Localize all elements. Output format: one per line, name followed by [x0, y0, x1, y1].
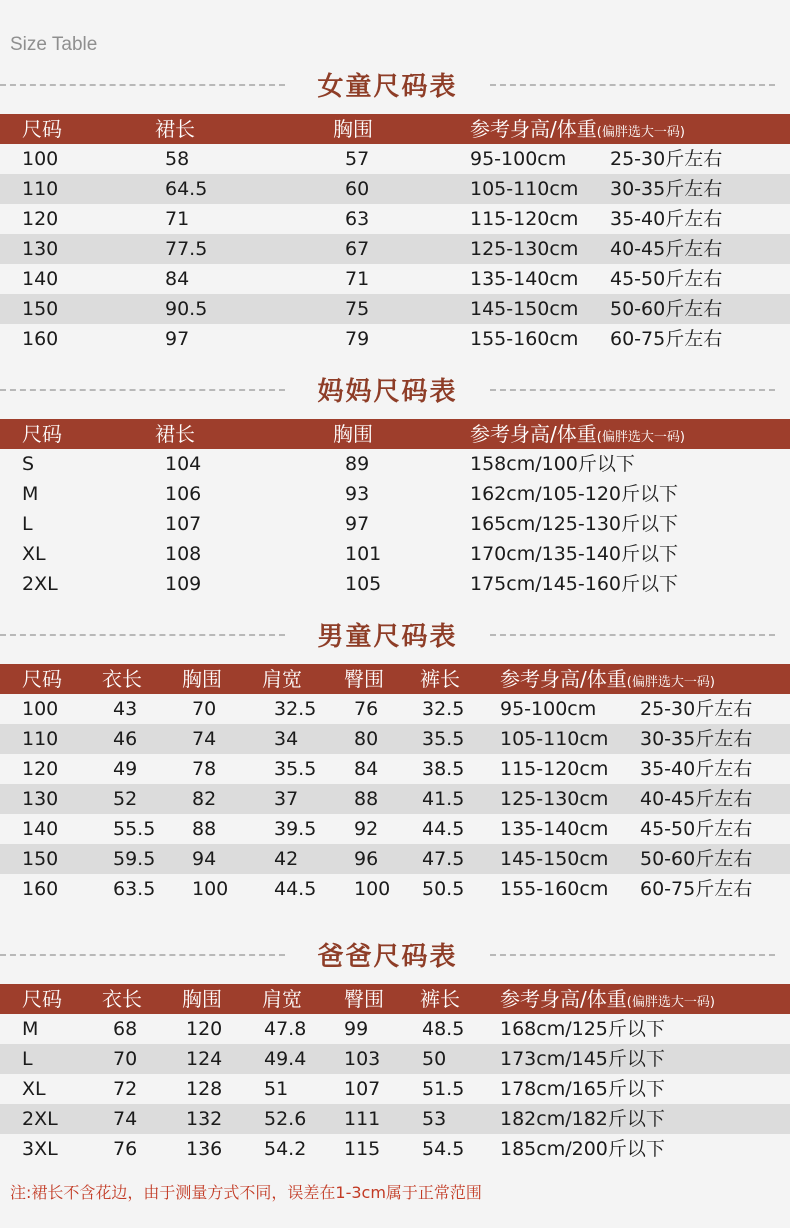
cell-height: 135-140cm	[470, 268, 579, 290]
cell-weight: 50-60斤左右	[640, 848, 753, 870]
cell-chest: 105	[345, 573, 382, 595]
header-chest: 胸围	[333, 117, 373, 141]
cell-size: 160	[22, 328, 59, 350]
table-header	[0, 419, 790, 449]
section-title: 妈妈尺码表	[317, 377, 458, 407]
cell-size: L	[22, 1048, 33, 1070]
cell-size: S	[22, 453, 35, 475]
table-header	[0, 114, 790, 144]
header-shoulder: 肩宽	[262, 987, 302, 1011]
cell-chest: 97	[345, 513, 370, 535]
cell-weight: 30-35斤左右	[610, 178, 723, 200]
cell-top-length: 43	[113, 698, 138, 720]
header-chest: 胸围	[333, 422, 373, 446]
cell-size: 150	[22, 298, 59, 320]
cell-reference: 165cm/125-130斤以下	[470, 513, 679, 535]
cell-hip: 96	[354, 848, 379, 870]
cell-chest: 71	[345, 268, 370, 290]
cell-chest: 82	[192, 788, 217, 810]
dashed-divider-left	[0, 389, 285, 391]
section-title: 爸爸尺码表	[317, 942, 458, 972]
cell-weight: 60-75斤左右	[610, 328, 723, 350]
header-size: 尺码	[22, 987, 62, 1011]
cell-chest: 70	[192, 698, 217, 720]
cell-chest: 89	[345, 453, 370, 475]
cell-skirt-length: 108	[165, 543, 202, 565]
cell-size: 130	[22, 238, 59, 260]
cell-height: 115-120cm	[470, 208, 579, 230]
cell-chest: 88	[192, 818, 217, 840]
cell-pants-length: 53	[422, 1108, 447, 1130]
cell-skirt-length: 109	[165, 573, 202, 595]
table-row	[0, 1074, 790, 1104]
cell-weight: 30-35斤左右	[640, 728, 753, 750]
cell-shoulder: 42	[274, 848, 299, 870]
header-skirt-length: 裙长	[155, 117, 195, 141]
cell-size: 2XL	[22, 1108, 58, 1130]
dashed-divider-left	[0, 954, 285, 956]
table-row	[0, 479, 790, 509]
cell-size: 110	[22, 728, 59, 750]
table-row	[0, 874, 790, 904]
table-row	[0, 234, 790, 264]
cell-pants-length: 50.5	[422, 878, 465, 900]
cell-top-length: 63.5	[113, 878, 156, 900]
cell-chest: 93	[345, 483, 370, 505]
header-pants-length: 裤长	[420, 667, 460, 691]
cell-size: 120	[22, 208, 59, 230]
cell-hip: 111	[344, 1108, 381, 1130]
cell-chest: 136	[186, 1138, 223, 1160]
cell-size: 160	[22, 878, 59, 900]
section-title-row	[0, 367, 790, 413]
cell-height: 145-150cm	[470, 298, 579, 320]
cell-chest: 57	[345, 148, 370, 170]
header-chest: 胸围	[182, 987, 222, 1011]
cell-size: 130	[22, 788, 59, 810]
cell-shoulder: 52.6	[264, 1108, 307, 1130]
cell-pants-length: 32.5	[422, 698, 465, 720]
header-reference: 参考身高/体重(偏胖选大一码)	[500, 987, 715, 1011]
cell-hip: 88	[354, 788, 379, 810]
table-row	[0, 1104, 790, 1134]
dad-size-section	[0, 932, 790, 1164]
table-row	[0, 1044, 790, 1074]
header-pants-length: 裤长	[420, 987, 460, 1011]
cell-pants-length: 54.5	[422, 1138, 465, 1160]
table-row	[0, 784, 790, 814]
cell-top-length: 70	[113, 1048, 138, 1070]
cell-hip: 80	[354, 728, 379, 750]
cell-height: 95-100cm	[500, 698, 597, 720]
cell-hip: 100	[354, 878, 391, 900]
cell-pants-length: 35.5	[422, 728, 465, 750]
table-row	[0, 449, 790, 479]
table-row	[0, 174, 790, 204]
cell-size: 140	[22, 268, 59, 290]
cell-chest: 75	[345, 298, 370, 320]
dashed-divider-left	[0, 634, 285, 636]
table-row	[0, 754, 790, 784]
cell-size: 140	[22, 818, 59, 840]
cell-size: M	[22, 1018, 39, 1040]
header-hip: 臀围	[344, 987, 384, 1011]
dashed-divider-right	[490, 954, 775, 956]
cell-top-length: 52	[113, 788, 138, 810]
cell-shoulder: 37	[274, 788, 299, 810]
cell-top-length: 46	[113, 728, 138, 750]
cell-skirt-length: 90.5	[165, 298, 208, 320]
cell-shoulder: 44.5	[274, 878, 317, 900]
cell-chest: 124	[186, 1048, 223, 1070]
cell-hip: 115	[344, 1138, 381, 1160]
header-skirt-length: 裙长	[155, 422, 195, 446]
cell-skirt-length: 58	[165, 148, 190, 170]
header-reference: 参考身高/体重(偏胖选大一码)	[470, 422, 685, 446]
cell-size: 100	[22, 148, 59, 170]
table-row	[0, 724, 790, 754]
cell-top-length: 59.5	[113, 848, 156, 870]
dashed-divider-right	[490, 389, 775, 391]
cell-hip: 76	[354, 698, 379, 720]
cell-chest: 60	[345, 178, 370, 200]
header-hip: 臀围	[344, 667, 384, 691]
cell-weight: 40-45斤左右	[640, 788, 753, 810]
section-title-row	[0, 612, 790, 658]
cell-shoulder: 47.8	[264, 1018, 307, 1040]
section-title: 女童尺码表	[317, 72, 458, 102]
cell-skirt-length: 84	[165, 268, 190, 290]
cell-height: 95-100cm	[470, 148, 567, 170]
section-title: 男童尺码表	[317, 622, 458, 652]
cell-weight: 35-40斤左右	[640, 758, 753, 780]
cell-height: 125-130cm	[500, 788, 609, 810]
header-size: 尺码	[22, 667, 62, 691]
cell-top-length: 68	[113, 1018, 138, 1040]
girls-size-section	[0, 62, 790, 354]
table-row	[0, 264, 790, 294]
cell-shoulder: 39.5	[274, 818, 317, 840]
cell-skirt-length: 104	[165, 453, 202, 475]
cell-skirt-length: 64.5	[165, 178, 208, 200]
cell-chest: 67	[345, 238, 370, 260]
cell-size: L	[22, 513, 33, 535]
cell-chest: 79	[345, 328, 370, 350]
table-header	[0, 984, 790, 1014]
cell-chest: 132	[186, 1108, 223, 1130]
cell-weight: 25-30斤左右	[640, 698, 753, 720]
cell-height: 135-140cm	[500, 818, 609, 840]
cell-reference: 173cm/145斤以下	[500, 1048, 665, 1070]
cell-height: 155-160cm	[470, 328, 579, 350]
cell-weight: 60-75斤左右	[640, 878, 753, 900]
cell-reference: 158cm/100斤以下	[470, 453, 635, 475]
table-header	[0, 664, 790, 694]
boys-size-section	[0, 612, 790, 904]
cell-height: 125-130cm	[470, 238, 579, 260]
table-row	[0, 569, 790, 599]
cell-size: 100	[22, 698, 59, 720]
cell-chest: 74	[192, 728, 217, 750]
table-row	[0, 144, 790, 174]
cell-size: 120	[22, 758, 59, 780]
page-label: Size Table	[10, 34, 98, 55]
cell-top-length: 72	[113, 1078, 138, 1100]
cell-weight: 40-45斤左右	[610, 238, 723, 260]
cell-size: XL	[22, 543, 46, 565]
table-row	[0, 294, 790, 324]
cell-reference: 170cm/135-140斤以下	[470, 543, 679, 565]
cell-reference: 175cm/145-160斤以下	[470, 573, 679, 595]
cell-chest: 100	[192, 878, 229, 900]
cell-height: 105-110cm	[500, 728, 609, 750]
cell-size: M	[22, 483, 39, 505]
cell-pants-length: 44.5	[422, 818, 465, 840]
cell-top-length: 74	[113, 1108, 138, 1130]
cell-weight: 45-50斤左右	[640, 818, 753, 840]
cell-skirt-length: 71	[165, 208, 190, 230]
table-row	[0, 814, 790, 844]
cell-hip: 99	[344, 1018, 369, 1040]
section-title-row	[0, 932, 790, 978]
header-reference: 参考身高/体重(偏胖选大一码)	[500, 667, 715, 691]
table-row	[0, 509, 790, 539]
cell-weight: 35-40斤左右	[610, 208, 723, 230]
cell-chest: 78	[192, 758, 217, 780]
cell-skirt-length: 107	[165, 513, 202, 535]
section-title-row	[0, 62, 790, 108]
header-size: 尺码	[22, 422, 62, 446]
header-top-length: 衣长	[102, 667, 142, 691]
table-row	[0, 539, 790, 569]
cell-size: 2XL	[22, 573, 58, 595]
cell-pants-length: 47.5	[422, 848, 465, 870]
cell-hip: 107	[344, 1078, 381, 1100]
table-row	[0, 1134, 790, 1164]
dashed-divider-right	[490, 84, 775, 86]
cell-top-length: 76	[113, 1138, 138, 1160]
cell-weight: 25-30斤左右	[610, 148, 723, 170]
header-reference: 参考身高/体重(偏胖选大一码)	[470, 117, 685, 141]
cell-reference: 178cm/165斤以下	[500, 1078, 665, 1100]
cell-pants-length: 41.5	[422, 788, 465, 810]
cell-top-length: 49	[113, 758, 138, 780]
table-row	[0, 694, 790, 724]
table-row	[0, 204, 790, 234]
dashed-divider-right	[490, 634, 775, 636]
mom-size-section	[0, 367, 790, 599]
cell-height: 145-150cm	[500, 848, 609, 870]
cell-reference: 168cm/125斤以下	[500, 1018, 665, 1040]
cell-pants-length: 48.5	[422, 1018, 465, 1040]
cell-size: 3XL	[22, 1138, 58, 1160]
cell-weight: 45-50斤左右	[610, 268, 723, 290]
cell-chest: 63	[345, 208, 370, 230]
cell-size: XL	[22, 1078, 46, 1100]
cell-pants-length: 51.5	[422, 1078, 465, 1100]
header-size: 尺码	[22, 117, 62, 141]
cell-skirt-length: 77.5	[165, 238, 208, 260]
cell-chest: 128	[186, 1078, 223, 1100]
cell-shoulder: 49.4	[264, 1048, 307, 1070]
cell-reference: 182cm/182斤以下	[500, 1108, 665, 1130]
cell-height: 105-110cm	[470, 178, 579, 200]
header-shoulder: 肩宽	[262, 667, 302, 691]
footnote: 注:裙长不含花边，由于测量方式不同，误差在1-3cm属于正常范围	[10, 1183, 482, 1202]
dashed-divider-left	[0, 84, 285, 86]
cell-pants-length: 50	[422, 1048, 447, 1070]
table-row	[0, 324, 790, 354]
cell-shoulder: 34	[274, 728, 299, 750]
cell-reference: 162cm/105-120斤以下	[470, 483, 679, 505]
cell-height: 115-120cm	[500, 758, 609, 780]
table-row	[0, 844, 790, 874]
cell-hip: 84	[354, 758, 379, 780]
cell-height: 155-160cm	[500, 878, 609, 900]
cell-size: 150	[22, 848, 59, 870]
cell-hip: 92	[354, 818, 379, 840]
cell-chest: 101	[345, 543, 382, 565]
cell-size: 110	[22, 178, 59, 200]
cell-shoulder: 35.5	[274, 758, 317, 780]
cell-shoulder: 51	[264, 1078, 289, 1100]
cell-shoulder: 32.5	[274, 698, 317, 720]
cell-weight: 50-60斤左右	[610, 298, 723, 320]
cell-reference: 185cm/200斤以下	[500, 1138, 665, 1160]
header-top-length: 衣长	[102, 987, 142, 1011]
header-chest: 胸围	[182, 667, 222, 691]
cell-chest: 120	[186, 1018, 223, 1040]
cell-pants-length: 38.5	[422, 758, 465, 780]
cell-top-length: 55.5	[113, 818, 156, 840]
cell-hip: 103	[344, 1048, 381, 1070]
cell-chest: 94	[192, 848, 217, 870]
table-row	[0, 1014, 790, 1044]
cell-shoulder: 54.2	[264, 1138, 307, 1160]
cell-skirt-length: 106	[165, 483, 202, 505]
cell-skirt-length: 97	[165, 328, 190, 350]
